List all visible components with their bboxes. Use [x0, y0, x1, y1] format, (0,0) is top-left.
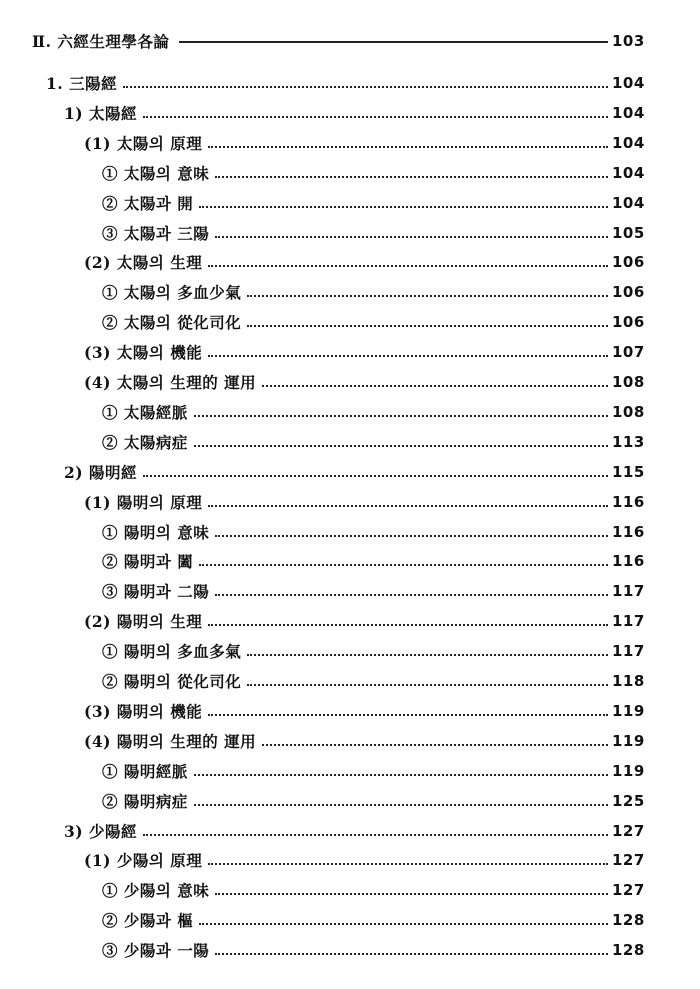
toc-entry [0, 459, 700, 485]
toc-entry [0, 220, 700, 246]
toc-entry-leader [208, 714, 608, 716]
toc-entry-title: (4) 太陽의 生理的 運用 [84, 373, 257, 392]
toc-entry-title: (1) 少陽의 原理 [84, 851, 203, 871]
toc-entry [0, 519, 700, 545]
toc-entry-leader [199, 564, 608, 566]
chapter-page-number: 103 [612, 32, 645, 50]
toc-entry-title: 2) 陽明經 [64, 462, 138, 482]
toc-entry-leader [208, 863, 608, 865]
toc-entry [0, 578, 700, 604]
toc-entry [0, 279, 700, 305]
toc-entry-title: ② 太陽의 從化司化 [102, 313, 242, 333]
toc-entry-page-number: 125 [612, 791, 645, 810]
toc-entry-page-number: 119 [612, 701, 645, 720]
toc-entry [0, 818, 700, 844]
toc-entry [0, 937, 700, 963]
toc-entry [0, 608, 700, 634]
toc-entry [0, 190, 700, 216]
toc-entry-page-number: 128 [612, 941, 645, 960]
toc-entry-page-number: 106 [612, 283, 645, 302]
toc-entry-leader [143, 116, 608, 118]
toc-entry-title: (3) 陽明의 機能 [84, 701, 203, 721]
toc-entry [0, 847, 700, 873]
toc-entry [0, 728, 700, 754]
toc-entry-leader [143, 834, 608, 836]
toc-entry [0, 788, 700, 814]
toc-entry-leader [194, 804, 608, 806]
toc-entry-leader [208, 624, 608, 626]
toc-entry-leader [194, 774, 608, 776]
toc-entry-page-number: 104 [612, 74, 645, 92]
toc-entry-title: 1. 三陽經 [46, 74, 118, 93]
toc-entry-title: ① 少陽의 意味 [102, 881, 210, 901]
toc-entry-title: (1) 陽明의 原理 [84, 492, 203, 512]
toc-entry [0, 130, 700, 156]
toc-entry-page-number: 106 [612, 313, 645, 332]
toc-entry-title: ② 陽明病症 [102, 791, 188, 811]
toc-entry-page-number: 104 [612, 163, 645, 182]
toc-entry [0, 339, 700, 365]
toc-entry-leader [247, 684, 608, 686]
toc-entry-page-number: 115 [612, 462, 645, 481]
toc-entry-page-number: 127 [612, 851, 645, 870]
toc-entry-title: ① 太陽經脈 [102, 402, 188, 422]
toc-entry-leader [215, 594, 608, 596]
toc-entry-page-number: 127 [612, 821, 645, 840]
toc-entry-page-number: 107 [612, 343, 645, 362]
toc-entry [0, 100, 700, 126]
toc-entry [0, 429, 700, 455]
toc-entry-leader [215, 893, 608, 895]
toc-entry-leader [215, 535, 608, 537]
toc-entry-leader [247, 295, 608, 297]
toc-entry-leader [247, 325, 608, 327]
toc-entry-leader [208, 146, 608, 148]
toc-entry-leader [208, 265, 608, 267]
toc-entry-leader [123, 86, 608, 88]
toc-entry-title: ② 太陽과 開 [102, 193, 194, 213]
toc-entry-title: ③ 少陽과 一陽 [102, 941, 210, 961]
chapter-title: Ⅱ. 六經生理學各論 [32, 32, 170, 51]
toc-entry-title: ③ 陽明과 二陽 [102, 582, 210, 602]
toc-entry-title: (2) 陽明의 生理 [84, 612, 203, 632]
toc-entry-title: ① 陽明經脈 [102, 761, 188, 781]
toc-entry [0, 668, 700, 694]
toc-entry [0, 758, 700, 784]
chapter-heading [0, 28, 700, 54]
toc-entry-page-number: 117 [612, 582, 645, 601]
toc-entry-page-number: 116 [612, 492, 645, 511]
toc-entry [0, 489, 700, 515]
toc-entry-title: ② 少陽과 樞 [102, 911, 194, 931]
toc-entry [0, 309, 700, 335]
toc-entry-title: ① 太陽의 意味 [102, 163, 210, 183]
toc-entry-page-number: 105 [612, 223, 645, 242]
toc-entry-page-number: 117 [612, 612, 645, 631]
toc-entry [0, 369, 700, 395]
chapter-leader-line [179, 41, 608, 43]
toc-entry-leader [262, 744, 608, 746]
toc-entry-leader [215, 953, 608, 955]
toc-entry-page-number: 106 [612, 253, 645, 272]
toc-entry [0, 698, 700, 724]
toc-entry-title: ② 太陽病症 [102, 432, 188, 452]
toc-entry-leader [208, 505, 608, 507]
toc-entry [0, 907, 700, 933]
toc-entry-page-number: 104 [612, 193, 645, 212]
toc-entry-leader [215, 236, 608, 238]
toc-entry-page-number: 116 [612, 552, 645, 571]
toc-entry-leader [194, 445, 608, 447]
toc-entry-leader [262, 385, 608, 387]
toc-entry-leader [194, 415, 608, 417]
toc-entry-page-number: 117 [612, 642, 645, 661]
toc-entry-title: (3) 太陽의 機能 [84, 343, 203, 363]
toc-entry [0, 399, 700, 425]
toc-entry-title: (1) 太陽의 原理 [84, 133, 203, 153]
toc-entry-title: ③ 太陽과 三陽 [102, 223, 210, 243]
toc-entry-page-number: 128 [612, 911, 645, 930]
toc-entry-title: (4) 陽明의 生理的 運用 [84, 731, 257, 751]
toc-entry-title: ② 陽明과 闔 [102, 552, 194, 572]
toc-entry [0, 160, 700, 186]
toc-entry [0, 249, 700, 275]
toc-entry-page-number: 104 [612, 133, 645, 152]
toc-entry-leader [215, 176, 608, 178]
toc-entry-leader [247, 654, 608, 656]
toc-entry-leader [208, 355, 608, 357]
toc-entry-page-number: 104 [612, 103, 645, 122]
toc-entry [0, 877, 700, 903]
toc-entry-page-number: 118 [612, 672, 645, 690]
toc-entry-page-number: 113 [612, 432, 645, 451]
toc-entry-leader [199, 206, 608, 208]
toc-entry-title: ① 陽明의 意味 [102, 522, 210, 542]
toc-entry-page-number: 116 [612, 522, 645, 541]
toc-entry [0, 70, 700, 96]
toc-entry-title: ① 陽明의 多血多氣 [102, 642, 242, 662]
toc-entry-page-number: 119 [612, 731, 645, 750]
toc-entry-title: 3) 少陽經 [64, 821, 138, 841]
toc-entry-leader [143, 475, 608, 477]
toc-entry-title: ① 太陽의 多血少氣 [102, 283, 242, 303]
toc-entry-leader [199, 923, 608, 925]
toc-entry-page-number: 108 [612, 402, 645, 421]
toc-entry-title: ② 陽明의 從化司化 [102, 672, 242, 691]
toc-entry-title: 1) 太陽經 [64, 103, 138, 123]
toc-entry-page-number: 127 [612, 881, 645, 900]
toc-entry-page-number: 119 [612, 761, 645, 780]
toc-entry [0, 638, 700, 664]
toc-entry [0, 548, 700, 574]
toc-entry-title: (2) 太陽의 生理 [84, 253, 203, 273]
toc-entry-page-number: 108 [612, 373, 645, 391]
